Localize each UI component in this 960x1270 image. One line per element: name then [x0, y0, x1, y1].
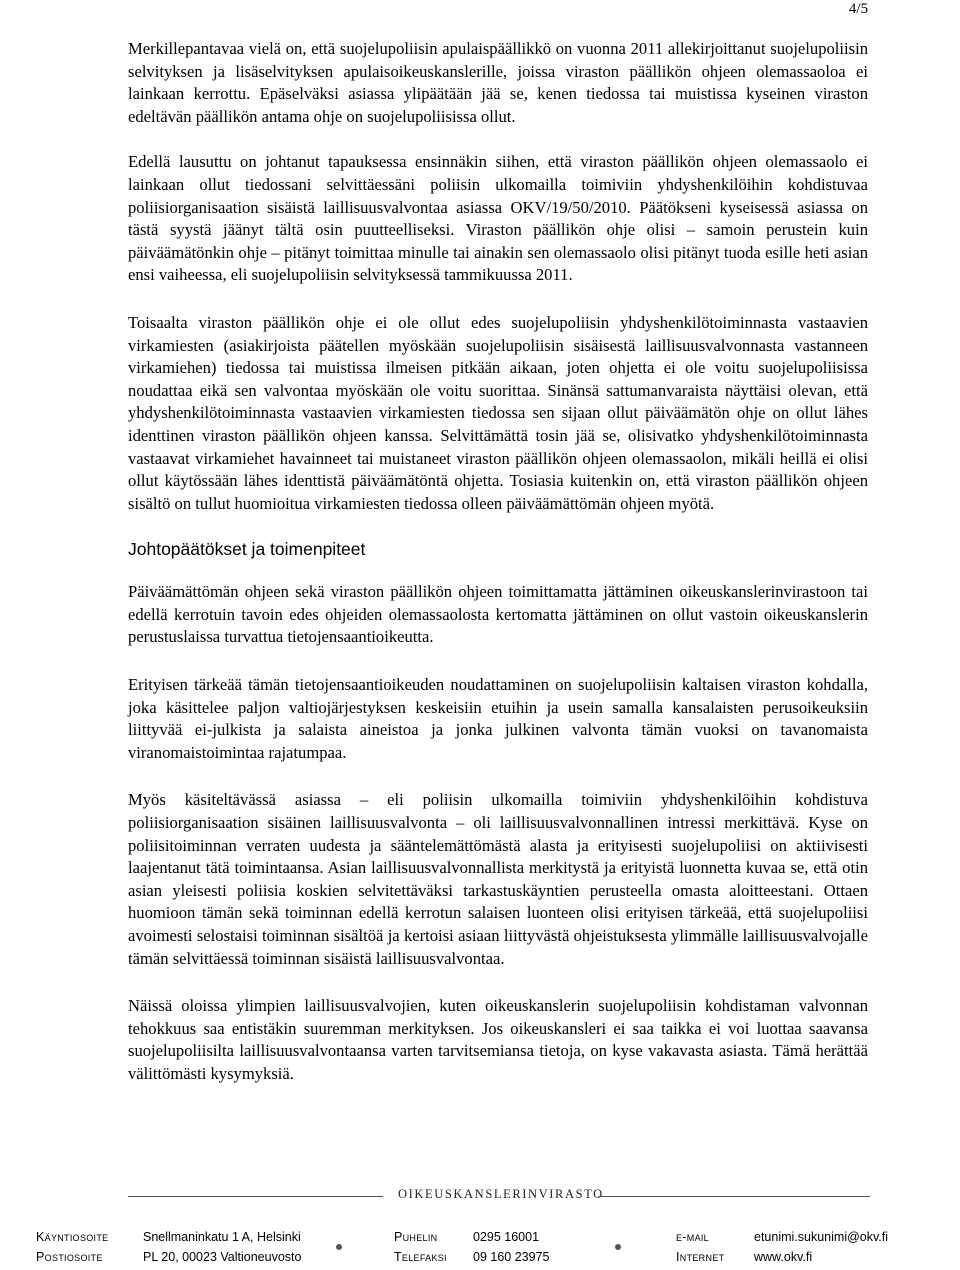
internet-value[interactable]: www.okv.fi — [754, 1250, 813, 1264]
email-value[interactable]: etunimi.sukunimi@okv.fi — [754, 1230, 889, 1244]
fax-label: Telefaksi — [394, 1250, 447, 1264]
paragraph-3: Toisaalta viraston päällikön ohje ei ole ollut edes suojelupoliisin yhdyshenkilötoiminnasta vastaavien virkamiesten (asiakirjoista päätellen myöskään suojelupoliisin sisäisestä laillisuusvalvonnasta vastanneen virkamiehen) tiedossa tai muistissa ilmeisen pitkään aikaan, joten ohjetta ei ole voitu suojelupoliisissa noudattaa eikä sen valvontaa myöskään ole voitu suorittaa. Sinänsä sattumanvaraista näyttäisi olevan, että yhdyshenkilötoiminnasta vastaavien virkamiesten tiedossa sen sijaan ollut päiväämätön ohje on ollut lähes identtinen viraston päällikön ohjeen kanssa. Selvittämättä tosin jää se, olisivatko yhdyshenkilötoiminnasta vastaavat virkamiehet havainneet tai muistaneet viraston päällikön ohjeen olemassaolon, mikäli heillä ei olisi ollut käytössään lähes identtistä päiväämätöntä ohjetta. Tosiasia kuitenkin on, että viraston päällikön ohjeen sisältö on tullut huomioitua virkamiesten tiedossa olleen päiväämättömän ohjeen myötä. — [128, 312, 868, 513]
phone-label: Puhelin — [394, 1230, 438, 1244]
conclusion-paragraph-3: Myös käsiteltävässä asiassa – eli poliisin ulkomailla toimiviin yhdyshenkilöihin kohdistuva poliisiorganisaation sisäinen laillisuusvalvonta – oli laillisuusvalvonnallinen intressi merkittävä. Kyse on poliisitoiminnan verraten uudesta ja sääntelemättömästä alasta ja erityisesti suojelupoliisi on aktiivisesti laajentanut tätä toimintaansa. Asian laillisuusvalvonnallista merkitystä ja erityistä luonnetta kuvaa se, että otin asian yleisesti poliisia koskien selvitettäväksi tarkastuskäyntien perusteella omasta aloitteestani. Ottaen huomioon tämän sekä toiminnan edellä kerrotun salaisen luonteen olisi erityisen tärkeää, että suojelupoliisi avoimesti selostaisi toiminnan sisältöä ja kertoisi asiaan liittyvästä ohjeistuksesta ylimmälle laillisuusvalvojalle tämän selvittäessä toiminnan sisäistä laillisuusvalvontaa. — [128, 790, 868, 968]
postal-address-value: PL 20, 00023 Valtioneuvosto — [143, 1250, 302, 1264]
conclusion-paragraph-4: Näissä oloissa ylimpien laillisuusvalvojien, kuten oikeuskanslerin suojelupoliisin kohdistaman valvonnan tehokkuus saa entistäkin suuremman merkityksen. Jos oikeuskansleri ei saa taikka ei voi luottaa saavansa suojelupoliisilta laillisuusvalvontaansa varten tarvitsemiansa tietoja, on kyse vakavasta asiasta. Tämä herättää välittömästi kysymyksiä. — [128, 996, 868, 1083]
fax-value: 09 160 23975 — [473, 1250, 550, 1264]
page-number: 4/5 — [848, 1, 868, 17]
visiting-address-value: Snellmaninkatu 1 A, Helsinki — [143, 1230, 301, 1244]
footer-row-2 — [36, 1250, 916, 1270]
footer-rule-left — [128, 1196, 383, 1197]
paragraph-2: Edellä lausuttu on johtanut tapauksessa ensinnäkin siihen, että viraston päällikön ohjeen olemassaolo ei lainkaan ollut tiedossani selvittäessäni poliisin ulkomailla toimiviin yhdyshenkilöihin kohdistuvaa poliisiorganisaation sisäistä laillisuusvalvontaa asiassa OKV/19/50/2010. Päätökseni kyseisessä asiassa on tästä syystä jäänyt tältä osin puutteelliseksi. Viraston päällikön ohje olisi – samoin perustein kuin päiväämätönkin ohje – pitänyt toimittaa minulle tai ainakin sen olemassaolo olisi pitänyt tuoda esille heti asian ensi vaiheessa, eli suojelupoliisin selvityksessä tammikuussa 2011. — [128, 152, 868, 285]
email-label: e-mail — [676, 1230, 709, 1244]
footer-logo: OIKEUSKANSLERINVIRASTO — [398, 1187, 604, 1201]
section-heading: Johtopäätökset ja toimenpiteet — [128, 539, 366, 560]
footer-row-1 — [36, 1230, 916, 1250]
footer-contact — [36, 1230, 916, 1270]
document-body — [128, 38, 868, 1111]
phone-value: 0295 16001 — [473, 1230, 540, 1244]
visiting-address-label: Käyntiosoite — [36, 1230, 109, 1244]
conclusion-paragraph-2: Erityisen tärkeää tämän tietojensaantioikeuden noudattaminen on suojelupoliisin kaltaisen viraston kohdalla, joka käsittelee paljon valtiojärjestyksen keskeisiin etuihin ja usein samalla kansalaisten perusoikeuksiin liittyvää ei-julkista ja salaista aineistoa ja jonka julkinen valvonta tämän vuoksi on tavanomaista viranomaistoimintaa rajatumpaa. — [128, 675, 868, 762]
internet-label: Internet — [676, 1250, 725, 1264]
conclusion-paragraph-1: Päiväämättömän ohjeen sekä viraston päällikön ohjeen toimittamatta jättäminen oikeuskanslerinvirastoon tai edellä kerrotuin tavoin edes ohjeiden olemassaolosta kertomatta jättäminen on ollut vastoin oikeuskanslerin perustuslaissa turvattua tietojensaantioikeutta. — [128, 582, 868, 647]
paragraph-1: Merkillepantavaa vielä on, että suojelupoliisin apulaispäällikkö on vuonna 2011 allekirjoittanut suojelupoliisin selvityksen ja lisäselvityksen apulaisoikeuskanslerille, joissa viraston päällikön ohjeen olemassaoloa ei lainkaan kerrottu. Epäselväksi asiassa ylipäätään jää se, kenen tiedossa tai muistissa kyseinen viraston edeltävän päällikön antama ohje on suojelupoliisissa ollut. — [128, 39, 868, 126]
footer-rule-right — [598, 1196, 870, 1197]
postal-address-label: Postiosoite — [36, 1250, 103, 1264]
